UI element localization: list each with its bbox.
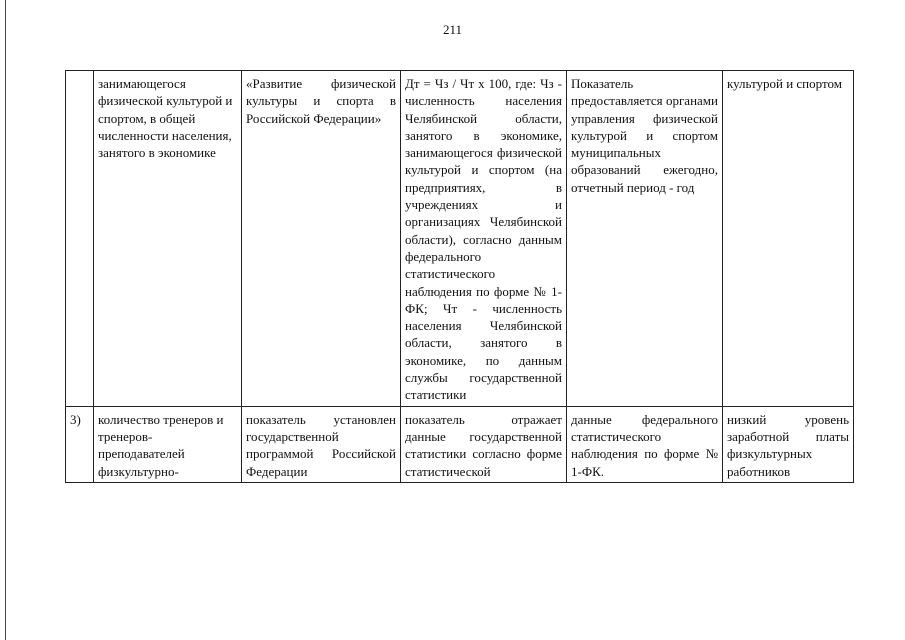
table-row — [66, 406, 854, 482]
indicator-source-cell: показатель установлен государственной программой Российской Федерации — [242, 406, 401, 482]
indicator-source-cell: «Развитие физической культуры и спорта в Российской Федерации» — [242, 71, 401, 407]
indicators-table — [65, 70, 854, 483]
risk-factor-cell: низкий уровень заработной платы физкультурных работников — [723, 406, 854, 482]
periodicity-cell: Показатель предоставляется органами управления физической культурой и спортом муниципальных образований ежегодно, отчетный период - год — [567, 71, 723, 407]
row-number-cell: 3) — [66, 406, 94, 482]
periodicity-cell: данные федерального статистического наблюдения по форме № 1-ФК. — [567, 406, 723, 482]
indicator-name-cell: занимающегося физической культурой и спортом, в общей численности населения, занятого в экономике — [94, 71, 242, 407]
indicator-name-cell: количество тренеров и тренеров-преподавателей физкультурно- — [94, 406, 242, 482]
row-number-cell — [66, 71, 94, 407]
calculation-method-cell: показатель отражает данные государственной статистики согласно форме статистической — [401, 406, 567, 482]
responsible-cell: культурой и спортом — [723, 71, 854, 407]
page-number: 211 — [442, 22, 463, 37]
calculation-method-cell: Дт = Чз / Чт х 100, где: Чз - численность населения Челябинской области, занятого в экономике, занимающегося физической культурой и спортом (на предприятиях, в учреждениях и организациях Челябинской области), согласно данным федерального статистического наблюдения по форме № 1-ФК; Чт - численность населения Челябинской области, занятого в экономике, по данным службы государственной статистики — [401, 71, 567, 407]
page-edge-line — [5, 0, 6, 640]
table-row — [66, 71, 854, 407]
